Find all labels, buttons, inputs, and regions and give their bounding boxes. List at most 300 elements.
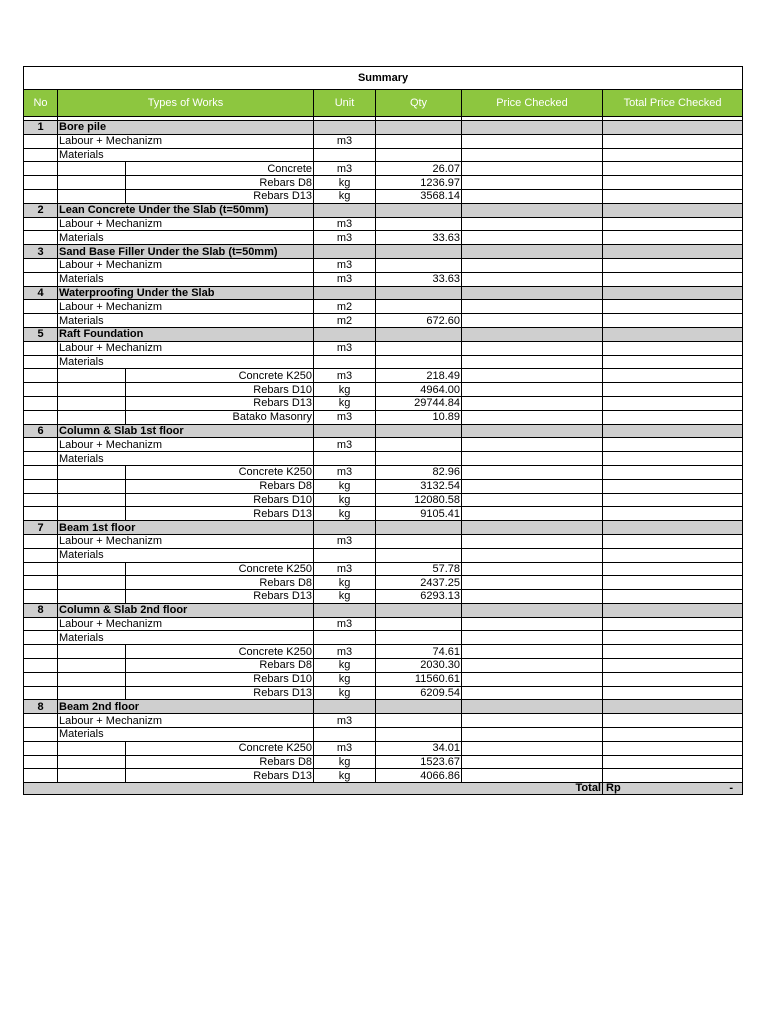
materials-row [24, 272, 743, 286]
material-item-name: Rebars D13 [126, 769, 314, 783]
material-item-qty: 26.07 [376, 162, 462, 176]
materials-qty [376, 148, 462, 162]
labour-unit: m3 [314, 217, 376, 231]
indent-cell [58, 590, 126, 604]
material-item-name: Rebars D8 [126, 755, 314, 769]
total-price-cell [603, 176, 743, 190]
total-label: Total [24, 783, 603, 795]
material-item-name: Concrete K250 [126, 562, 314, 576]
material-item-qty: 29744.84 [376, 396, 462, 410]
materials-qty: 33.63 [376, 231, 462, 245]
materials-qty [376, 548, 462, 562]
indent-cell [58, 741, 126, 755]
section-row [24, 245, 743, 259]
total-price-cell [603, 452, 743, 466]
section-name: Bore pile [58, 121, 314, 135]
no-cell [24, 617, 58, 631]
labour-row [24, 258, 743, 272]
material-item-name: Concrete K250 [126, 369, 314, 383]
price-cell [462, 258, 603, 272]
material-item-qty: 10.89 [376, 410, 462, 424]
labour-label: Labour + Mechanizm [58, 134, 314, 148]
header-price-checked: Price Checked [462, 90, 603, 117]
price-cell [462, 452, 603, 466]
section-row [24, 327, 743, 341]
no-cell [24, 686, 58, 700]
no-cell [24, 562, 58, 576]
labour-label: Labour + Mechanizm [58, 438, 314, 452]
labour-label: Labour + Mechanizm [58, 217, 314, 231]
indent-cell [58, 176, 126, 190]
materials-label: Materials [58, 314, 314, 328]
total-price-cell [603, 672, 743, 686]
section-name: Waterproofing Under the Slab [58, 286, 314, 300]
section-row [24, 203, 743, 217]
materials-unit [314, 728, 376, 742]
price-cell [462, 576, 603, 590]
section-row [24, 424, 743, 438]
materials-row [24, 148, 743, 162]
labour-qty [376, 617, 462, 631]
no-cell [24, 383, 58, 397]
total-price-cell [603, 424, 743, 438]
material-item-unit: kg [314, 507, 376, 521]
indent-cell [58, 672, 126, 686]
total-price-cell [603, 355, 743, 369]
no-cell [24, 162, 58, 176]
materials-qty [376, 452, 462, 466]
total-price-cell [603, 714, 743, 728]
total-price-cell [603, 700, 743, 714]
no-cell [24, 479, 58, 493]
material-item-qty: 1236.97 [376, 176, 462, 190]
unit-cell [314, 424, 376, 438]
total-price-cell [603, 686, 743, 700]
material-item-row [24, 189, 743, 203]
qty-cell [376, 121, 462, 135]
labour-row [24, 534, 743, 548]
indent-cell [58, 369, 126, 383]
material-item-unit: kg [314, 189, 376, 203]
material-item-unit: m3 [314, 162, 376, 176]
indent-cell [58, 479, 126, 493]
no-cell [24, 396, 58, 410]
total-price-cell [603, 438, 743, 452]
no-cell [24, 534, 58, 548]
header-total-price-checked: Total Price Checked [603, 90, 743, 117]
material-item-unit: kg [314, 659, 376, 673]
price-cell [462, 410, 603, 424]
qty-cell [376, 245, 462, 259]
materials-row [24, 314, 743, 328]
price-cell [462, 672, 603, 686]
material-item-name: Rebars D8 [126, 576, 314, 590]
price-cell [462, 424, 603, 438]
price-cell [462, 272, 603, 286]
no-cell [24, 314, 58, 328]
materials-qty [376, 355, 462, 369]
total-price-cell [603, 493, 743, 507]
material-item-qty: 4066.86 [376, 769, 462, 783]
indent-cell [58, 383, 126, 397]
no-cell [24, 590, 58, 604]
price-cell [462, 548, 603, 562]
price-cell [462, 534, 603, 548]
material-item-qty: 74.61 [376, 645, 462, 659]
labour-unit: m3 [314, 534, 376, 548]
price-cell [462, 562, 603, 576]
unit-cell [314, 286, 376, 300]
price-cell [462, 134, 603, 148]
price-cell [462, 659, 603, 673]
material-item-name: Rebars D13 [126, 189, 314, 203]
no-cell [24, 631, 58, 645]
section-row [24, 603, 743, 617]
total-price-cell [603, 603, 743, 617]
qty-cell [376, 286, 462, 300]
no-cell [24, 341, 58, 355]
indent-cell [58, 562, 126, 576]
labour-unit: m3 [314, 258, 376, 272]
material-item-name: Batako Masonry [126, 410, 314, 424]
total-price-cell [603, 396, 743, 410]
unit-cell [314, 203, 376, 217]
no-cell [24, 272, 58, 286]
labour-row [24, 341, 743, 355]
material-item-qty: 3568.14 [376, 189, 462, 203]
total-amount [604, 783, 741, 794]
material-item-row [24, 479, 743, 493]
labour-row [24, 714, 743, 728]
no-cell [24, 189, 58, 203]
price-cell [462, 203, 603, 217]
section-row [24, 521, 743, 535]
no-cell [24, 576, 58, 590]
material-item-name: Rebars D8 [126, 479, 314, 493]
material-item-qty: 2437.25 [376, 576, 462, 590]
materials-qty [376, 728, 462, 742]
material-item-unit: kg [314, 176, 376, 190]
total-price-cell [603, 534, 743, 548]
total-row [24, 783, 743, 795]
material-item-name: Concrete [126, 162, 314, 176]
material-item-row [24, 396, 743, 410]
material-item-qty: 12080.58 [376, 493, 462, 507]
material-item-row [24, 659, 743, 673]
material-item-name: Concrete K250 [126, 645, 314, 659]
total-price-cell [603, 410, 743, 424]
total-price-cell [603, 741, 743, 755]
unit-cell [314, 603, 376, 617]
materials-unit [314, 548, 376, 562]
total-price-cell [603, 659, 743, 673]
price-cell [462, 700, 603, 714]
indent-cell [58, 493, 126, 507]
material-item-unit: kg [314, 479, 376, 493]
materials-unit [314, 452, 376, 466]
section-number: 5 [24, 327, 58, 341]
no-cell [24, 507, 58, 521]
section-number: 2 [24, 203, 58, 217]
labour-label: Labour + Mechanizm [58, 714, 314, 728]
section-number: 1 [24, 121, 58, 135]
qty-cell [376, 700, 462, 714]
section-name: Beam 1st floor [58, 521, 314, 535]
indent-cell [58, 189, 126, 203]
section-row [24, 121, 743, 135]
materials-label: Materials [58, 272, 314, 286]
price-cell [462, 327, 603, 341]
material-item-qty: 4964.00 [376, 383, 462, 397]
materials-row [24, 548, 743, 562]
labour-qty [376, 714, 462, 728]
materials-qty [376, 631, 462, 645]
no-cell [24, 452, 58, 466]
unit-cell [314, 327, 376, 341]
total-price-cell [603, 507, 743, 521]
labour-qty [376, 258, 462, 272]
price-cell [462, 645, 603, 659]
material-item-name: Concrete K250 [126, 465, 314, 479]
indent-cell [58, 410, 126, 424]
qty-cell [376, 203, 462, 217]
total-price-cell [603, 300, 743, 314]
material-item-qty: 6293.13 [376, 590, 462, 604]
no-cell [24, 755, 58, 769]
indent-cell [58, 507, 126, 521]
material-item-unit: kg [314, 383, 376, 397]
labour-unit: m2 [314, 300, 376, 314]
material-item-qty: 11560.61 [376, 672, 462, 686]
price-cell [462, 769, 603, 783]
material-item-row [24, 410, 743, 424]
total-price-cell [603, 728, 743, 742]
labour-label: Labour + Mechanizm [58, 300, 314, 314]
total-value-cell [603, 783, 743, 795]
no-cell [24, 355, 58, 369]
total-price-cell [603, 617, 743, 631]
price-cell [462, 493, 603, 507]
no-cell [24, 741, 58, 755]
material-item-row [24, 369, 743, 383]
no-cell [24, 493, 58, 507]
header-unit: Unit [314, 90, 376, 117]
price-cell [462, 479, 603, 493]
price-cell [462, 617, 603, 631]
no-cell [24, 369, 58, 383]
materials-label: Materials [58, 231, 314, 245]
materials-label: Materials [58, 631, 314, 645]
material-item-row [24, 686, 743, 700]
header-row [24, 90, 743, 117]
unit-cell [314, 521, 376, 535]
price-cell [462, 121, 603, 135]
price-cell [462, 686, 603, 700]
section-name: Lean Concrete Under the Slab (t=50mm) [58, 203, 314, 217]
material-item-unit: m3 [314, 465, 376, 479]
price-cell [462, 755, 603, 769]
no-cell [24, 134, 58, 148]
labour-unit: m3 [314, 134, 376, 148]
no-cell [24, 548, 58, 562]
total-price-cell [603, 369, 743, 383]
indent-cell [58, 645, 126, 659]
materials-label: Materials [58, 548, 314, 562]
table-title: Summary [24, 67, 743, 90]
material-item-row [24, 672, 743, 686]
price-cell [462, 438, 603, 452]
unit-cell [314, 121, 376, 135]
material-item-name: Rebars D13 [126, 590, 314, 604]
indent-cell [58, 686, 126, 700]
total-price-cell [603, 383, 743, 397]
material-item-row [24, 507, 743, 521]
no-cell [24, 176, 58, 190]
material-item-qty: 34.01 [376, 741, 462, 755]
indent-cell [58, 465, 126, 479]
material-item-name: Rebars D10 [126, 383, 314, 397]
material-item-row [24, 562, 743, 576]
price-cell [462, 741, 603, 755]
material-item-name: Rebars D8 [126, 659, 314, 673]
materials-unit: m2 [314, 314, 376, 328]
materials-label: Materials [58, 148, 314, 162]
section-name: Sand Base Filler Under the Slab (t=50mm) [58, 245, 314, 259]
materials-unit [314, 631, 376, 645]
material-item-row [24, 465, 743, 479]
price-cell [462, 369, 603, 383]
section-number: 8 [24, 603, 58, 617]
total-price-cell [603, 189, 743, 203]
qty-cell [376, 424, 462, 438]
labour-row [24, 134, 743, 148]
no-cell [24, 714, 58, 728]
section-number: 8 [24, 700, 58, 714]
total-price-cell [603, 286, 743, 300]
total-value: - [729, 782, 734, 795]
header-no: No [24, 90, 58, 117]
section-name: Beam 2nd floor [58, 700, 314, 714]
total-price-cell [603, 258, 743, 272]
labour-unit: m3 [314, 617, 376, 631]
material-item-unit: kg [314, 672, 376, 686]
price-cell [462, 355, 603, 369]
materials-row [24, 231, 743, 245]
labour-unit: m3 [314, 341, 376, 355]
price-cell [462, 162, 603, 176]
unit-cell [314, 245, 376, 259]
material-item-qty: 2030.30 [376, 659, 462, 673]
labour-qty [376, 134, 462, 148]
price-cell [462, 590, 603, 604]
material-item-unit: kg [314, 590, 376, 604]
price-cell [462, 396, 603, 410]
materials-row [24, 728, 743, 742]
section-name: Raft Foundation [58, 327, 314, 341]
no-cell [24, 258, 58, 272]
total-currency: Rp [606, 782, 621, 795]
material-item-row [24, 755, 743, 769]
price-cell [462, 189, 603, 203]
labour-qty [376, 300, 462, 314]
section-name: Column & Slab 2nd floor [58, 603, 314, 617]
materials-unit: m3 [314, 272, 376, 286]
summary-table [23, 66, 743, 795]
price-cell [462, 631, 603, 645]
total-price-cell [603, 245, 743, 259]
no-cell [24, 659, 58, 673]
total-price-cell [603, 203, 743, 217]
total-price-cell [603, 465, 743, 479]
total-price-cell [603, 631, 743, 645]
total-price-cell [603, 521, 743, 535]
total-price-cell [603, 562, 743, 576]
no-cell [24, 217, 58, 231]
qty-cell [376, 521, 462, 535]
total-price-cell [603, 272, 743, 286]
material-item-unit: m3 [314, 741, 376, 755]
material-item-unit: kg [314, 755, 376, 769]
material-item-name: Rebars D10 [126, 672, 314, 686]
section-row [24, 700, 743, 714]
price-cell [462, 341, 603, 355]
no-cell [24, 231, 58, 245]
material-item-unit: m3 [314, 645, 376, 659]
indent-cell [58, 755, 126, 769]
materials-row [24, 452, 743, 466]
material-item-qty: 82.96 [376, 465, 462, 479]
no-cell [24, 410, 58, 424]
price-cell [462, 176, 603, 190]
no-cell [24, 465, 58, 479]
section-number: 4 [24, 286, 58, 300]
no-cell [24, 645, 58, 659]
indent-cell [58, 659, 126, 673]
material-item-unit: kg [314, 686, 376, 700]
material-item-unit: kg [314, 769, 376, 783]
material-item-unit: kg [314, 576, 376, 590]
materials-unit: m3 [314, 231, 376, 245]
material-item-row [24, 769, 743, 783]
material-item-row [24, 590, 743, 604]
material-item-row [24, 741, 743, 755]
no-cell [24, 769, 58, 783]
price-cell [462, 286, 603, 300]
material-item-unit: m3 [314, 410, 376, 424]
material-item-row [24, 576, 743, 590]
total-price-cell [603, 769, 743, 783]
price-cell [462, 217, 603, 231]
materials-label: Materials [58, 452, 314, 466]
price-cell [462, 300, 603, 314]
price-cell [462, 465, 603, 479]
indent-cell [58, 576, 126, 590]
labour-label: Labour + Mechanizm [58, 617, 314, 631]
total-price-cell [603, 231, 743, 245]
material-item-row [24, 162, 743, 176]
material-item-name: Rebars D10 [126, 493, 314, 507]
materials-qty: 672.60 [376, 314, 462, 328]
materials-row [24, 355, 743, 369]
price-cell [462, 148, 603, 162]
material-item-name: Rebars D13 [126, 686, 314, 700]
material-item-qty: 1523.67 [376, 755, 462, 769]
no-cell [24, 148, 58, 162]
materials-unit [314, 148, 376, 162]
unit-cell [314, 700, 376, 714]
no-cell [24, 672, 58, 686]
header-qty: Qty [376, 90, 462, 117]
